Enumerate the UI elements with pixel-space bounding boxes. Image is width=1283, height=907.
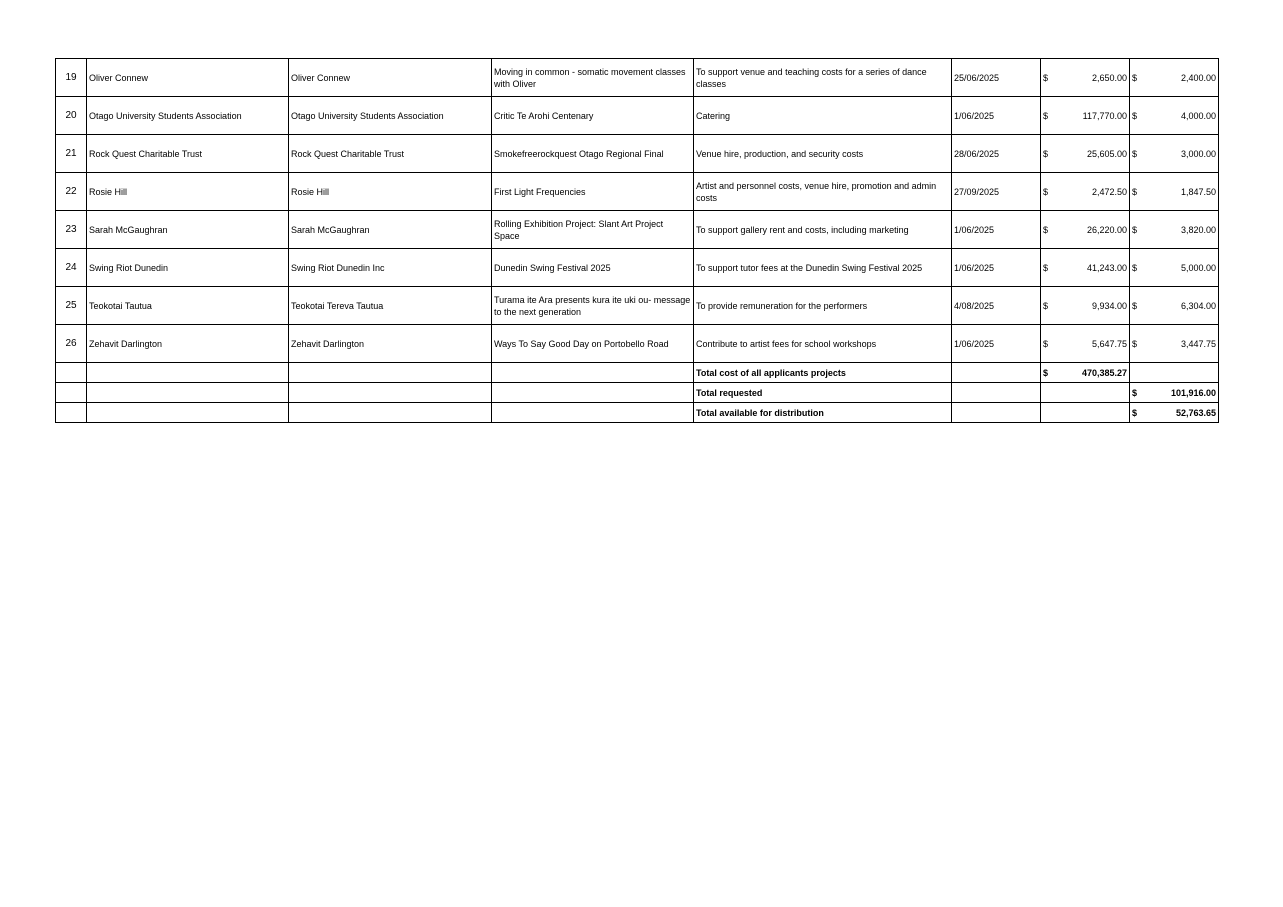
project-date: 1/06/2025 — [952, 211, 1041, 249]
empty-cell — [952, 363, 1041, 383]
currency-symbol: $ — [1132, 72, 1138, 83]
currency-symbol: $ — [1132, 338, 1138, 349]
funding-purpose: To support gallery rent and costs, including marketing — [694, 211, 952, 249]
empty-cell — [56, 403, 87, 423]
organisation-name: Teokotai Tereva Tautua — [289, 287, 492, 325]
total-cost-cell — [1041, 59, 1130, 97]
organisation-name: Zehavit Darlington — [289, 325, 492, 363]
row-number: 22 — [56, 173, 87, 211]
empty-cell — [289, 403, 492, 423]
table-row — [56, 211, 1219, 249]
currency-symbol: $ — [1043, 186, 1049, 197]
total-requested-value: 101,916.00 — [1170, 387, 1216, 398]
project-name: First Light Frequencies — [492, 173, 694, 211]
total-cost-cell — [1041, 249, 1130, 287]
project-date: 1/06/2025 — [952, 97, 1041, 135]
empty-cell — [56, 363, 87, 383]
amount-requested-cell — [1130, 135, 1219, 173]
empty-cell — [1041, 383, 1130, 403]
project-date: 27/09/2025 — [952, 173, 1041, 211]
currency-symbol: $ — [1043, 148, 1049, 159]
amount-requested-value: 6,304.00 — [1180, 300, 1216, 311]
total-requested-label: Total requested — [694, 383, 952, 403]
project-name: Critic Te Arohi Centenary — [492, 97, 694, 135]
total-cost-value: 117,770.00 — [1082, 110, 1127, 121]
project-name: Turama ite Ara presents kura ite uki ou- message to the next generation — [492, 287, 694, 325]
total-cost-label: Total cost of all applicants projects — [694, 363, 952, 383]
total-requested-row — [56, 383, 1219, 403]
project-name: Rolling Exhibition Project: Slant Art Project Space — [492, 211, 694, 249]
empty-cell — [952, 383, 1041, 403]
total-cost-value: 25,605.00 — [1086, 148, 1127, 159]
amount-requested-value: 3,447.75 — [1180, 338, 1216, 349]
total-available-value: 52,763.65 — [1175, 407, 1216, 418]
total-cost-row — [56, 363, 1219, 383]
currency-symbol: $ — [1043, 367, 1049, 378]
amount-requested-cell — [1130, 287, 1219, 325]
organisation-name: Oliver Connew — [289, 59, 492, 97]
applicant-name: Sarah McGaughran — [87, 211, 289, 249]
funding-purpose: Venue hire, production, and security costs — [694, 135, 952, 173]
empty-cell — [87, 383, 289, 403]
applicant-name: Rosie Hill — [87, 173, 289, 211]
row-number: 23 — [56, 211, 87, 249]
applicant-name: Zehavit Darlington — [87, 325, 289, 363]
total-cost-cell — [1041, 135, 1130, 173]
amount-requested-cell — [1130, 249, 1219, 287]
empty-cell — [87, 363, 289, 383]
empty-cell — [952, 403, 1041, 423]
table-row — [56, 249, 1219, 287]
applicant-name: Oliver Connew — [87, 59, 289, 97]
total-available-row — [56, 403, 1219, 423]
currency-symbol: $ — [1043, 300, 1049, 311]
project-date: 28/06/2025 — [952, 135, 1041, 173]
total-cost-cell — [1041, 97, 1130, 135]
currency-symbol: $ — [1132, 224, 1138, 235]
amount-requested-value: 5,000.00 — [1180, 262, 1216, 273]
funding-applications-table — [55, 58, 1219, 423]
applicant-name: Otago University Students Association — [87, 97, 289, 135]
empty-cell — [56, 383, 87, 403]
project-date: 1/06/2025 — [952, 249, 1041, 287]
funding-purpose: To support venue and teaching costs for a series of dance classes — [694, 59, 952, 97]
applicant-name: Swing Riot Dunedin — [87, 249, 289, 287]
project-name: Dunedin Swing Festival 2025 — [492, 249, 694, 287]
currency-symbol: $ — [1043, 72, 1049, 83]
total-cost-value: 26,220.00 — [1086, 224, 1127, 235]
empty-cell — [289, 383, 492, 403]
currency-symbol: $ — [1132, 110, 1138, 121]
empty-cell — [1041, 403, 1130, 423]
amount-requested-cell — [1130, 59, 1219, 97]
total-available-cell — [1130, 403, 1219, 423]
total-cost-value: 9,934.00 — [1091, 300, 1127, 311]
amount-requested-value: 3,820.00 — [1180, 224, 1216, 235]
amount-requested-value: 1,847.50 — [1180, 186, 1216, 197]
total-cost-value: 2,472.50 — [1091, 186, 1127, 197]
empty-cell — [87, 403, 289, 423]
applicant-name: Rock Quest Charitable Trust — [87, 135, 289, 173]
project-name: Moving in common - somatic movement classes with Oliver — [492, 59, 694, 97]
table-row — [56, 135, 1219, 173]
row-number: 21 — [56, 135, 87, 173]
amount-requested-value: 4,000.00 — [1180, 110, 1216, 121]
amount-requested-cell — [1130, 97, 1219, 135]
empty-cell — [492, 403, 694, 423]
currency-symbol: $ — [1132, 262, 1138, 273]
total-cost-cell — [1041, 325, 1130, 363]
row-number: 24 — [56, 249, 87, 287]
amount-requested-value: 2,400.00 — [1180, 72, 1216, 83]
table-row — [56, 59, 1219, 97]
total-cost-cell — [1041, 363, 1130, 383]
currency-symbol: $ — [1132, 148, 1138, 159]
amount-requested-cell — [1130, 173, 1219, 211]
funding-purpose: To provide remuneration for the performers — [694, 287, 952, 325]
row-number: 19 — [56, 59, 87, 97]
total-requested-cell — [1130, 383, 1219, 403]
currency-symbol: $ — [1132, 387, 1138, 398]
row-number: 26 — [56, 325, 87, 363]
row-number: 20 — [56, 97, 87, 135]
currency-symbol: $ — [1043, 110, 1049, 121]
currency-symbol: $ — [1043, 262, 1049, 273]
project-date: 25/06/2025 — [952, 59, 1041, 97]
funding-purpose: To support tutor fees at the Dunedin Swing Festival 2025 — [694, 249, 952, 287]
total-cost-value: 41,243.00 — [1086, 262, 1127, 273]
currency-symbol: $ — [1043, 338, 1049, 349]
organisation-name: Rosie Hill — [289, 173, 492, 211]
organisation-name: Swing Riot Dunedin Inc — [289, 249, 492, 287]
empty-cell — [492, 383, 694, 403]
organisation-name: Sarah McGaughran — [289, 211, 492, 249]
total-available-label: Total available for distribution — [694, 403, 952, 423]
organisation-name: Otago University Students Association — [289, 97, 492, 135]
total-cost-value: 5,647.75 — [1091, 338, 1127, 349]
funding-purpose: Catering — [694, 97, 952, 135]
project-name: Ways To Say Good Day on Portobello Road — [492, 325, 694, 363]
table-row — [56, 325, 1219, 363]
currency-symbol: $ — [1132, 186, 1138, 197]
amount-requested-value: 3,000.00 — [1180, 148, 1216, 159]
project-date: 4/08/2025 — [952, 287, 1041, 325]
total-cost-value: 2,650.00 — [1091, 72, 1127, 83]
funding-purpose: Contribute to artist fees for school workshops — [694, 325, 952, 363]
table-row — [56, 173, 1219, 211]
table-row — [56, 287, 1219, 325]
currency-symbol: $ — [1043, 224, 1049, 235]
empty-cell — [1130, 363, 1219, 383]
total-cost-cell — [1041, 287, 1130, 325]
amount-requested-cell — [1130, 325, 1219, 363]
project-date: 1/06/2025 — [952, 325, 1041, 363]
currency-symbol: $ — [1132, 407, 1138, 418]
amount-requested-cell — [1130, 211, 1219, 249]
empty-cell — [289, 363, 492, 383]
total-cost-cell — [1041, 211, 1130, 249]
table-row — [56, 97, 1219, 135]
funding-purpose: Artist and personnel costs, venue hire, promotion and admin costs — [694, 173, 952, 211]
project-name: Smokefreerockquest Otago Regional Final — [492, 135, 694, 173]
total-cost-value: 470,385.27 — [1081, 367, 1127, 378]
total-cost-cell — [1041, 173, 1130, 211]
applicant-name: Teokotai Tautua — [87, 287, 289, 325]
organisation-name: Rock Quest Charitable Trust — [289, 135, 492, 173]
currency-symbol: $ — [1132, 300, 1138, 311]
table-body — [56, 59, 1219, 423]
empty-cell — [492, 363, 694, 383]
row-number: 25 — [56, 287, 87, 325]
